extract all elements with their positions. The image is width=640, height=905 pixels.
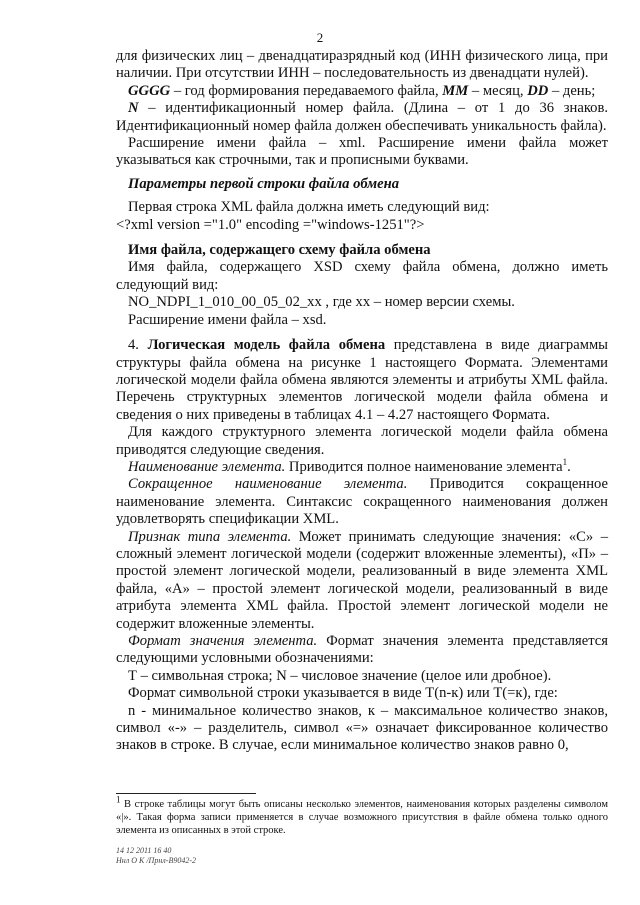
token-gggg: GGGG [128,82,171,99]
schema-filename: NO_NDPI_1_010_00_05_02_xx , где хх – номер версии схемы. [128,294,515,311]
section-heading-schema: Имя файла, содержащего схему файла обмена [128,242,431,259]
paragraph-file-id [116,100,608,135]
paragraph-extension: Расширение имени файла – xml. Расширение имени файла может указываться как строчными, так и прописными буквами. [116,135,608,169]
text-run: Приводится сокращенное наименование элемента. Синтаксис сокращенного наименования должен удовлетворять спецификации XML. [116,476,608,528]
paragraph: Для каждого структурного элемента логической модели файла обмена приводятся следующие сведения. [116,424,608,458]
xml-declaration: <?xml version ="1.0" encoding ="windows-1251"?> [116,216,425,233]
token-mm: MM [442,82,469,99]
footnote-mark: 1 [116,794,121,805]
stamp-line: Ннл О К /Прнл-В9042-2 [116,856,196,865]
text-run: В строке таблицы могут быть описаны несколько элементов, наименования которых разделены символом «|». Такая форма записи применяется в случае возможного присутствия в файле обмена только одного элемента из описанных в этой строке. [116,799,608,836]
stamp-line: 14 12 2011 16 40 [116,846,172,855]
paragraph-value-format [116,633,608,668]
text-run: – день; [548,82,596,99]
text-run: Формат значения элемента представляется следующими условными обозначениями: [116,633,608,667]
print-stamp [116,846,196,866]
text-run: Может принимать следующие значения: «С» – сложный элемент логической модели (содержит вложенные элементы), «П» – простой элемент логической модели, реализованный в виде элемента XML файла, «А» – простой элемент логической модели, реализованный в виде атрибута элемента XML файла. Простой элемент логической модели не содержит вложенные элементы. [116,528,608,632]
page-number: 2 [316,30,324,45]
section-heading-first-line: Параметры первой строки файла обмена [128,175,400,192]
paragraph: Расширение имени файла – xsd. [128,311,327,328]
footnote-divider [116,793,256,794]
paragraph: Т – символьная строка; N – числовое значение (целое или дробное). [128,667,552,684]
text-run: – год формирования передаваемого файла, [170,82,443,99]
term: Формат значения элемента. [128,633,318,649]
term: Сокращенное наименование элемента. [128,476,408,493]
paragraph-element-name [116,459,608,476]
paragraph: Имя файла, содержащего XSD схему файла обмена, должно иметь следующий вид: [116,259,608,293]
term: Наименование элемента. [128,458,286,475]
text-run: Приводится полное наименование элемента [285,458,563,475]
section-number: 4. [128,337,148,354]
paragraph: Формат символьной строки указывается в виде Т(n-к) или Т(=к), где: [128,685,558,702]
paragraph-short-name [116,476,608,528]
paragraph-logical-model [116,337,608,424]
paragraph: n - минимальное количество знаков, к – максимальное количество знаков, символ «-» – разделитель, символ «=» означает фиксированное количество знаков в строке. В случае, если минимальное количество знаков равно 0, [116,702,608,754]
token-dd: DD [527,82,549,99]
text-run: представлена в виде диаграммы структуры файла обмена на рисунке 1 настоящего Формата. Элементами логической модели файла обмена являются элементы и атрибуты XML файла. Перечень структурных элементов логической модели файла обмена и сведения о них приведены в таблицах 4.1 – 4.27 настоящего Формата. [116,337,608,423]
term: Признак типа элемента. [128,528,292,545]
footnote-ref: 1 [562,457,568,468]
footnote-text [116,794,608,837]
token-n: N [128,100,139,117]
footnote [116,794,608,837]
paragraph: Первая строка XML файла должна иметь следующий вид: [128,199,490,216]
paragraph-element-type [116,529,608,633]
text-run: . [567,458,571,475]
logical-model-term: Логическая модель файла обмена [147,337,386,354]
document-body [116,48,608,755]
text-run: – идентификационный номер файла. (Длина – от 1 до 36 знаков. Идентификационный номер файла должен обеспечивать уникальность файла). [116,100,608,134]
paragraph-date-format [116,83,608,100]
text-run: – месяц, [468,82,528,99]
paragraph: для физических лиц – двенадцатиразрядный код (ИНН физического лица, при наличии. При отсутствии ИНН – последовательность из двенадцати нулей). [116,48,608,82]
